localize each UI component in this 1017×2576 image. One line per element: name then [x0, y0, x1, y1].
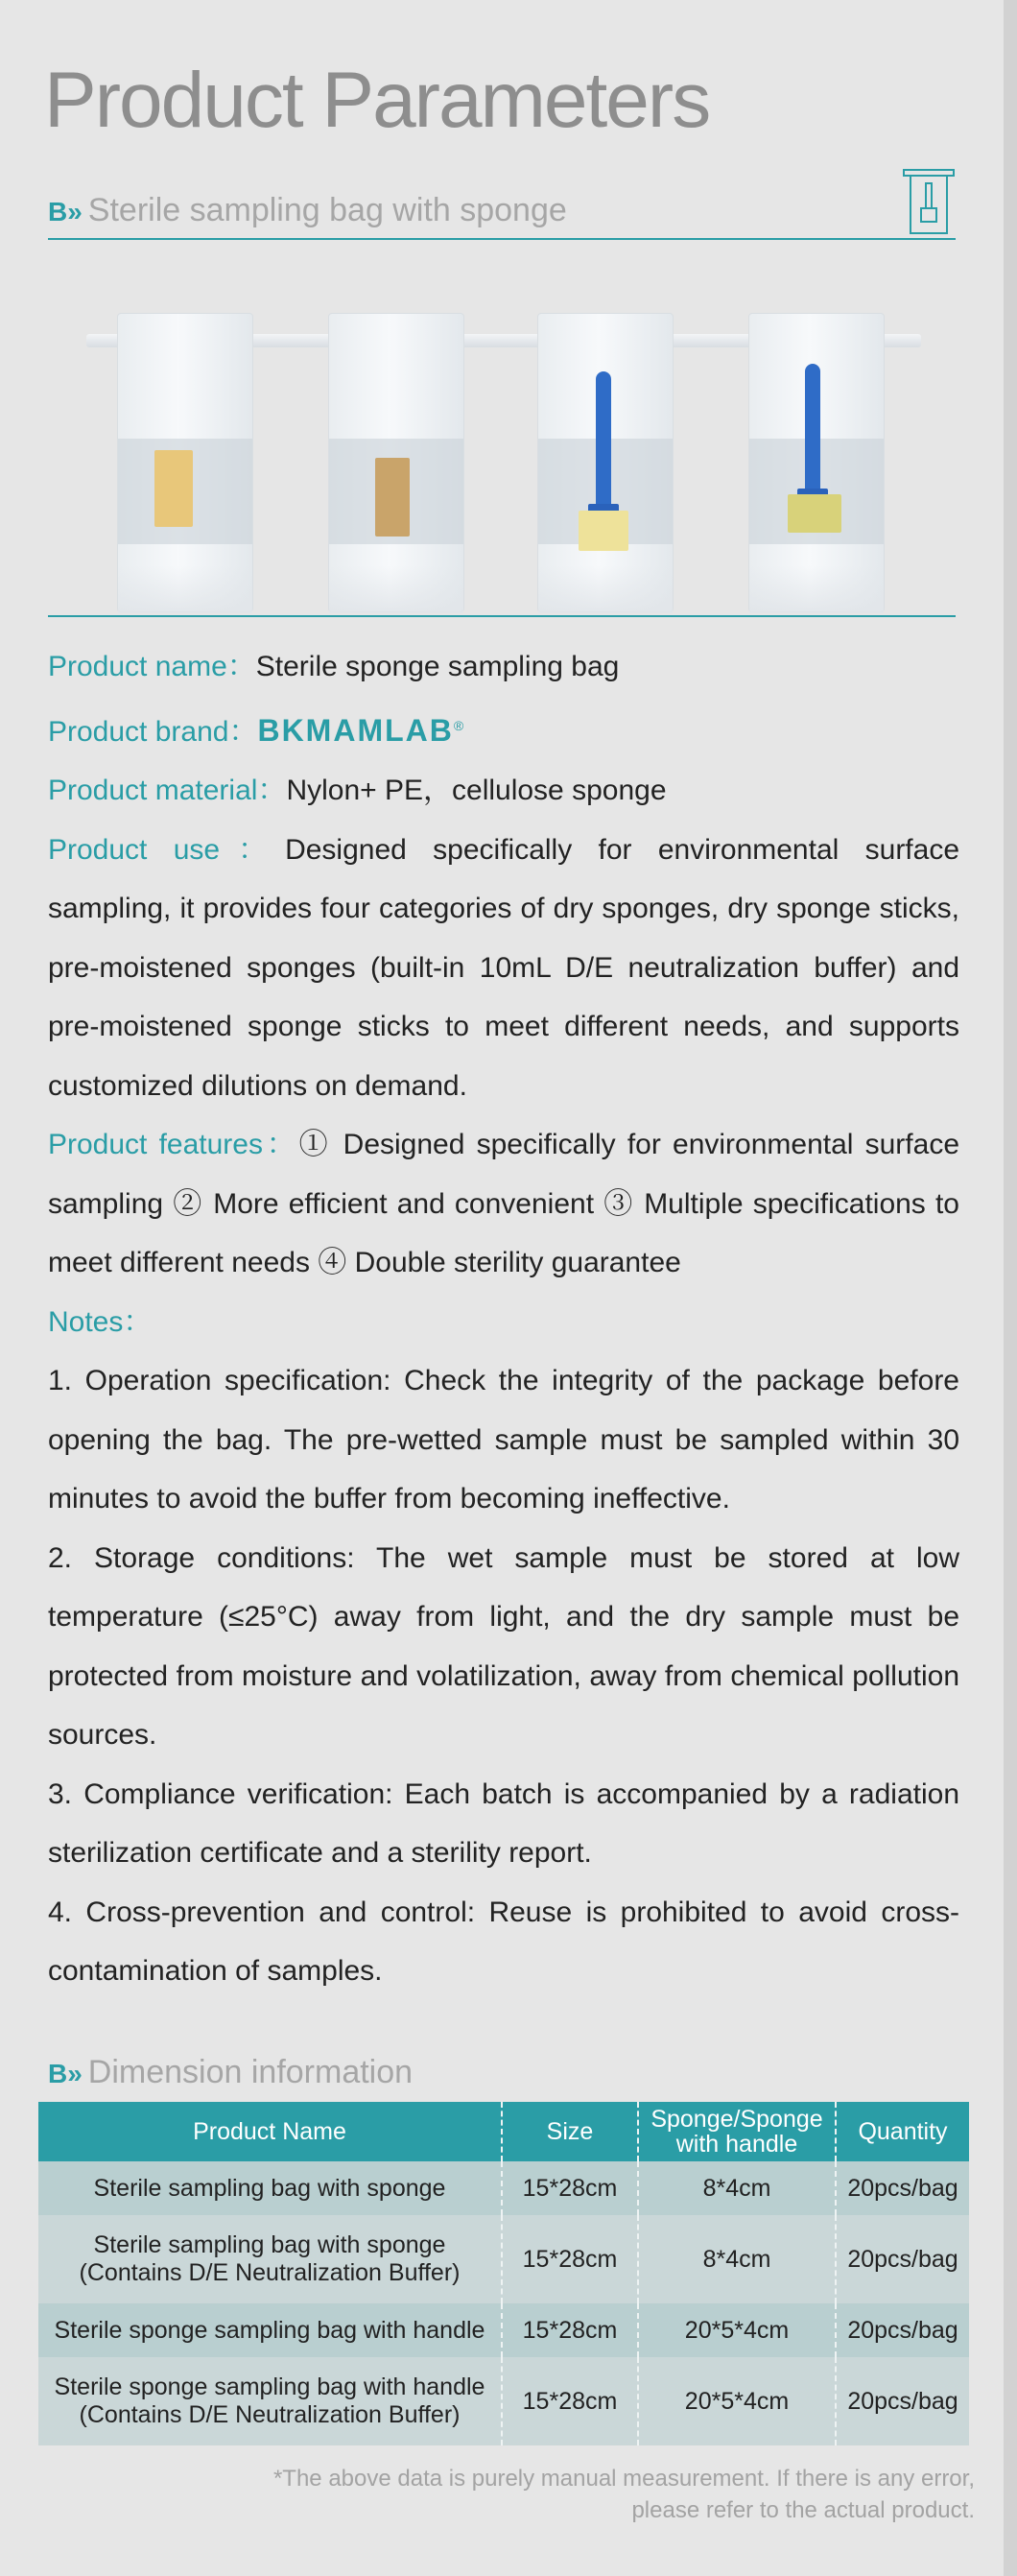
stick-sponge: [788, 494, 841, 533]
dry-sponge-bag: [117, 313, 253, 612]
cell-product-name: Sterile sampling bag with sponge: [38, 2161, 502, 2215]
product-brand-row: [48, 697, 959, 762]
brand-logo: BKMAMLAB: [257, 712, 454, 748]
cell-sponge: 8*4cm: [638, 2161, 836, 2215]
section-header-bag: [48, 192, 567, 229]
product-material-row: [48, 761, 959, 821]
product-features-row: [48, 1115, 959, 1293]
section-divider: [48, 238, 956, 240]
section-mark: B»: [48, 2059, 83, 2088]
section-title: Dimension information: [87, 2054, 414, 2090]
product-name-row: [48, 637, 959, 697]
table-row: [38, 2303, 969, 2357]
section-mark: B»: [48, 197, 83, 227]
footnote-line: *The above data is purely manual measurement. If there is any error,: [272, 2466, 975, 2492]
section-title: Sterile sampling bag with sponge: [87, 192, 567, 228]
sampling-bag-icon: [902, 168, 956, 235]
header-quantity: Quantity: [836, 2102, 969, 2161]
footnote: [273, 2463, 975, 2526]
cell-quantity: 20pcs/bag: [836, 2215, 969, 2303]
pre-moistened-sponge-stick-bag: [748, 313, 885, 612]
cell-size: 15*28cm: [502, 2357, 638, 2445]
registered-mark: ®: [453, 717, 464, 733]
cell-product-name: Sterile sponge sampling bag with handle (Contains D/E Neutralization Buffer): [38, 2357, 502, 2445]
product-use-label: Product use：: [48, 833, 286, 866]
pre-moistened-sponge-bag: [328, 313, 464, 612]
cell-quantity: 20pcs/bag: [836, 2357, 969, 2445]
photo-divider: [48, 615, 956, 617]
cell-size: 15*28cm: [502, 2215, 638, 2303]
cell-sponge: 20*5*4cm: [638, 2357, 836, 2445]
note-item: 3. Compliance verification: Each batch is accompanied by a radiation sterilization certificate and a sterility report.: [48, 1777, 959, 1869]
header-product-name: Product Name: [38, 2102, 502, 2161]
product-features-label: Product features：: [48, 1129, 299, 1160]
header-size: Size: [502, 2102, 638, 2161]
product-material-label: Product material：: [48, 775, 287, 806]
stick-handle: [805, 364, 820, 508]
cell-sponge: 8*4cm: [638, 2215, 836, 2303]
product-material-value: Nylon+ PE，cellulose sponge: [286, 775, 667, 806]
dimension-table: [38, 2102, 969, 2445]
note-item: 1. Operation specification: Check the integrity of the package before opening the bag. The pre-wetted sample must be sampled within 30 minutes to avoid the buffer from becoming ineffective.: [48, 1365, 959, 1515]
notes-label: Notes：: [48, 1305, 153, 1338]
dry-sponge: [154, 450, 193, 527]
header-sponge: Sponge/Sponge with handle: [638, 2102, 836, 2161]
product-brand-label: Product brand：: [48, 715, 258, 748]
product-features-value: ① Designed specifically for environmental surface sampling ② More efficient and convenient ③ Multiple specifications to meet different needs ④ Double sterility guarantee: [48, 1129, 960, 1278]
stick-handle: [596, 371, 611, 525]
right-edge-rail: [1004, 0, 1017, 2576]
note-item: 2. Storage conditions: The wet sample must be stored at low temperature (≤25°C) away from light, and the dry sample must be protected from moisture and volatilization, away from chemical pollution sources.: [48, 1541, 959, 1751]
product-photo: [67, 288, 931, 614]
product-name-value: Sterile sponge sampling bag: [255, 651, 620, 682]
product-use-value: Designed specifically for environmental surface sampling, it provides four categories of dry sponges, dry sponge sticks, pre-moistened sponges (built-in 10mL D/E neutralization buffer) and pre-moistened sponge sticks to meet different needs, and supports customized dilutions on demand.: [48, 833, 960, 1102]
cell-quantity: 20pcs/bag: [836, 2161, 969, 2215]
cell-size: 15*28cm: [502, 2303, 638, 2357]
cell-size: 15*28cm: [502, 2161, 638, 2215]
table-row: [38, 2357, 969, 2445]
cell-product-name: Sterile sponge sampling bag with handle: [38, 2303, 502, 2357]
cell-sponge: 20*5*4cm: [638, 2303, 836, 2357]
footnote-line: please refer to the actual product.: [631, 2497, 975, 2523]
product-details: [48, 637, 959, 2001]
moist-sponge: [375, 458, 410, 537]
cell-quantity: 20pcs/bag: [836, 2303, 969, 2357]
cell-product-name: Sterile sampling bag with sponge (Contains D/E Neutralization Buffer): [38, 2215, 502, 2303]
dry-sponge-stick-bag: [537, 313, 674, 612]
note-item: 4. Cross-prevention and control: Reuse is prohibited to avoid cross-contamination of samples.: [48, 1896, 959, 1987]
table-row: [38, 2161, 969, 2215]
stick-sponge: [579, 511, 628, 551]
product-use-row: [48, 821, 959, 1116]
page-title: Product Parameters: [44, 57, 710, 144]
product-name-label: Product name：: [48, 651, 256, 682]
table-row: [38, 2215, 969, 2303]
section-header-dimensions: [48, 2054, 413, 2091]
notes-heading-row: [48, 1293, 959, 1352]
table-header-row: [38, 2102, 969, 2161]
